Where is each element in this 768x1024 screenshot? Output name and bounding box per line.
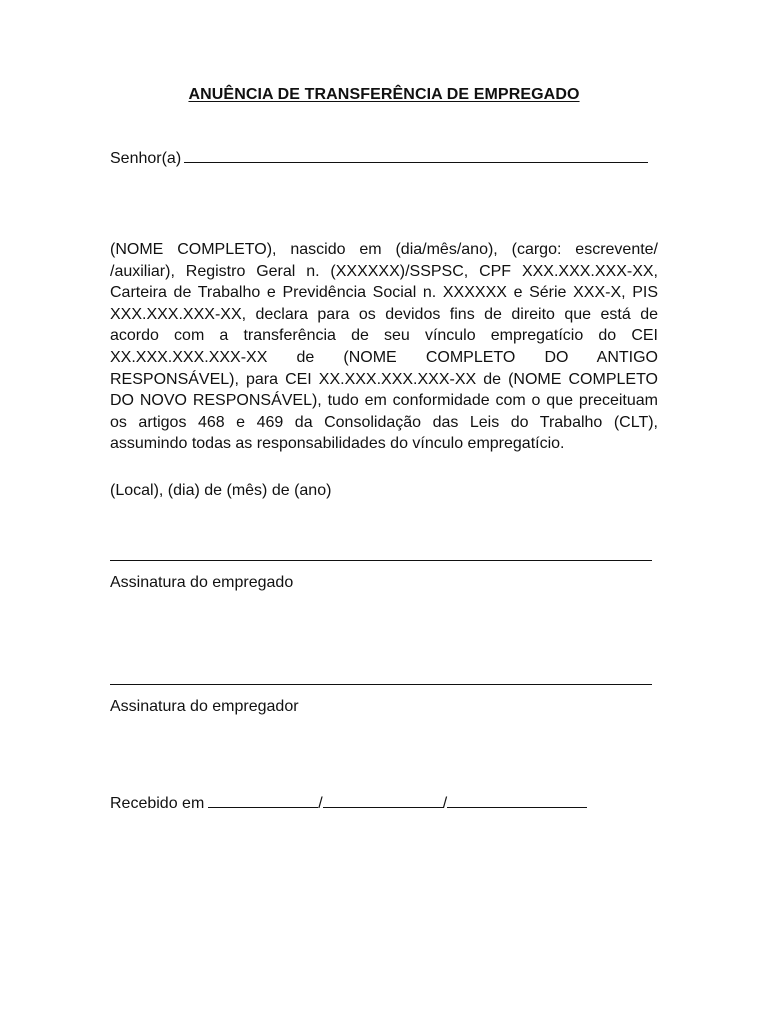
declaration-paragraph: (NOME COMPLETO), nascido em (dia/mês/ano), (cargo: escrevente/ /auxiliar), Registro Geral n. (XXXXXX)/SSPSC, CPF XXX.XXX.XXX-XX, Carteira de Trabalho e Previdência Social n. XXXXXX e Série XXX-X, PIS XXX.XXX.XXX-XX, declara para os devidos fins de direito que está de acordo com a transferência de seu vínculo empregatício do CEI XX.XXX.XXX.XXX-XX de (NOME COMPLETO DO ANTIGO RESPONSÁVEL), para CEI XX.XXX.XXX.XXX-XX de (NOME COMPLETO DO NOVO RESPONSÁVEL), tudo em conformidade com o que preceituam os artigos 468 e 469 da Consolidação das Leis do Trabalho (CLT), assumindo todas as responsabilidades do vínculo empregatício. [110,241,658,453]
employee-signature-field[interactable] [110,560,652,561]
document-title: ANUÊNCIA DE TRANSFERÊNCIA DE EMPREGADO [188,86,580,103]
received-label: Recebido em [110,795,205,812]
received-date-line [110,791,587,813]
date-separator: / [318,795,323,812]
employee-signature-label: Assinatura do empregado [110,574,294,591]
date-separator: / [442,795,448,812]
employer-signature-label: Assinatura do empregador [110,698,299,715]
salutation-label: Senhor(a) [110,150,182,167]
employer-signature-field[interactable] [110,684,652,685]
received-year-field[interactable] [447,791,587,808]
place-date-line: (Local), (dia) de (mês) de (ano) [110,482,332,499]
received-day-field[interactable] [208,791,318,808]
recipient-name-field[interactable] [184,146,648,163]
received-month-field[interactable] [323,791,443,808]
salutation-line [110,146,648,168]
